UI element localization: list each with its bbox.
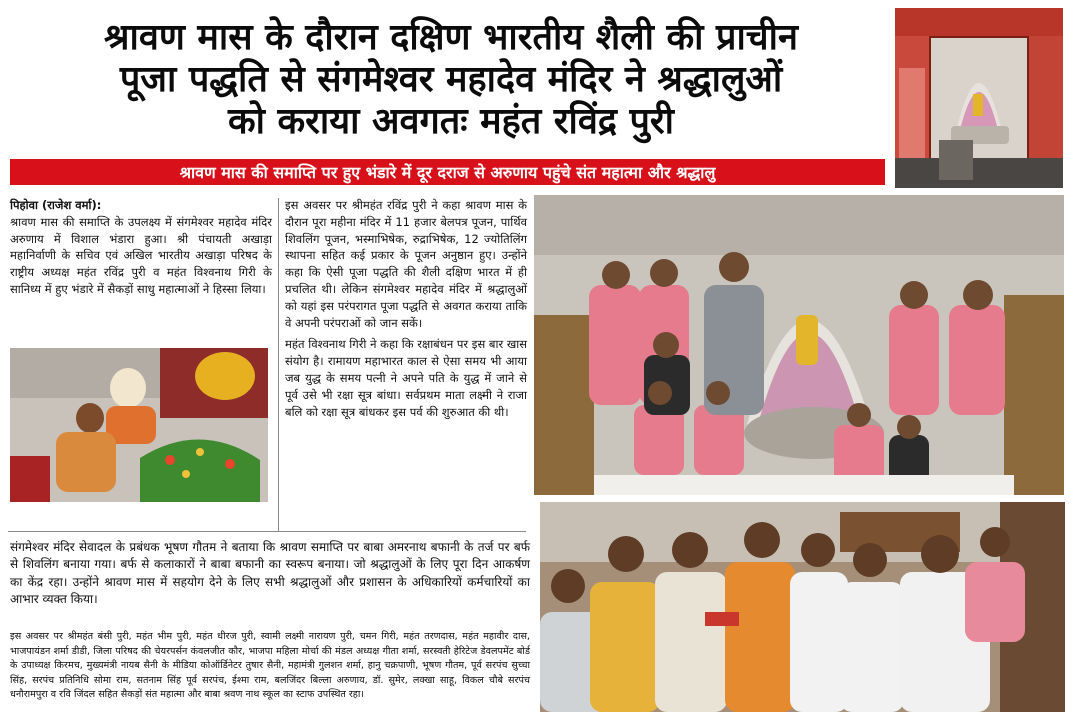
dateline: पिहोवा (राजेश वर्मा):: [10, 198, 102, 212]
headline-line-1: श्रावण मास के दौरान दक्षिण भारतीय शैली की प्राचीन: [104, 17, 798, 59]
headline-line-3: को कराया अवगतः महंत रविंद्र पुरी: [228, 100, 674, 142]
subheadline-banner: श्रावण मास की समाप्ति पर हुए भंडारे में दूर दराज से अरुणाय पहुंचे संत महात्मा और श्रद्धालु: [10, 159, 885, 185]
shrine-photo: [895, 8, 1063, 188]
column-divider: [278, 198, 279, 532]
article-bottom: [10, 539, 530, 614]
attendees-paragraph: इस अवसर पर श्रीमहंत बंसी पुरी, महंत भीम पुरी, महंत धीरज पुरी, स्वामी लक्ष्मी नारायण पुरी, चमन गिरी, महंत तरणदास, महंत महावीर दास, भाजपायंडन शर्मा डीडी, जिला परिषद की चेयरपर्सन कंवलजीत कौर, भाजपा महिला मोर्चा की मंडल अध्यक्ष गीता शर्मा, सरस्वती हेरिटेज डेवलपमेंट बोर्ड के उपाध्यक्ष किरमच, मुख्यमंत्री नायब सैनी के मीडिया कोऑर्डिनेटर तुषार सैनी, महामंत्री गुलशन शर्मा, हानु चक्रपाणी, भूषण गौतम, पूर्व सरपंच सुच्चा सिंह, सरपंच प्रतिनिधि सोमा राम, सतनाम सिंह पूर्व सरपंच, ईश्मा राम, बलजिंदर बिल्ला अरुणाय, डॉ. सुमेर, लक्खा साहू, विकल चौबे सरपंच धनौरामपुरा व रवि जिंदल सहित सैकड़ों संत महात्मा और बाबा श्रवण नाथ स्कूल का स्टाफ उपस्थित रहा।: [10, 631, 530, 700]
puja-photo: [10, 348, 268, 502]
column-1-paragraph: श्रावण मास की समाप्ति के उपलक्ष्य में संगमेश्वर महादेव मंदिर अरुणाय में विशाल भंडारा हुआ। श्री पंचायती अखाड़ा महानिर्वाणी के सचिव एवं अखिल भारतीय अखाड़ा परिषद के राष्ट्रीय अध्यक्ष महंत रविंद्र पुरी व महंत विश्वनाथ गिरी के सानिध्य में हुए भंडारे में सैकड़ों साधु महात्माओं ने हिस्सा लिया।: [10, 214, 272, 296]
section-divider: [8, 531, 526, 532]
article-column-2: [285, 197, 527, 425]
headline: [12, 6, 890, 154]
article-column-1: [10, 197, 272, 303]
group-photo-shrine: [534, 195, 1064, 495]
column-2-paragraph-1: इस अवसर पर श्रीमहंत रविंद्र पुरी ने कहा श्रावण मास के दौरान पूरा महीना मंदिर में 11 हजार बेलपत्र पूजन, पार्थिव शिवलिंग पूजन, भस्माभिषेक, रुद्राभिषेक, 12 ज्योतिलिंग स्थापना सहित कई प्रकार के पूजन अनुष्ठान हुए। उन्होंने कहा कि ऐसी पूजा पद्धति की शैली दक्षिण भारत में ही प्रचलित थी। लेकिन संगमेश्वर महादेव मंदिर में श्रद्धालुओं को यहां इस परंपरागत पूजा पद्धति से अवगत कराया ताकि वे अपनी परंपराओं को जान सकें।: [285, 198, 527, 330]
felicitation-photo: [540, 502, 1065, 712]
bottom-paragraph: संगमेश्वर मंदिर सेवादल के प्रबंधक भूषण गौतम ने बताया कि श्रावण समाप्ति पर बाबा अमरनाथ बफानी के तर्ज पर बर्फ से शिवलिंग बनाया गया। बर्फ से कलाकारों ने बाबा बफानी का स्वरूप बनाया। जो श्रद्धालुओं के लिए पूरा दिन आकर्षण का केंद्र रहा। उन्होंने श्रावण मास में सहयोग देने के लिए सभी श्रद्धालुओं और प्रशासन के अधिकारियों कर्मचारियों का आभार व्यक्त किया।: [10, 540, 530, 607]
headline-line-2: पूजा पद्धति से संगमेश्वर महादेव मंदिर ने श्रद्धालुओं: [119, 59, 783, 101]
column-2-paragraph-2: महंत विश्वनाथ गिरी ने कहा कि रक्षाबंधन पर इस बार खास संयोग है। रामायण महाभारत काल से ऐसा समय भी आया जब युद्ध के समय पत्नी ने अपने पति के युद्ध में जाने से पूर्व उसे भी रक्षा सूत्र बांधा। सर्वप्रथम माता लक्ष्मी ने राजा बलि को रक्षा सूत्र बांधकर इस पर्व की शुरुआत की थी।: [285, 337, 527, 419]
